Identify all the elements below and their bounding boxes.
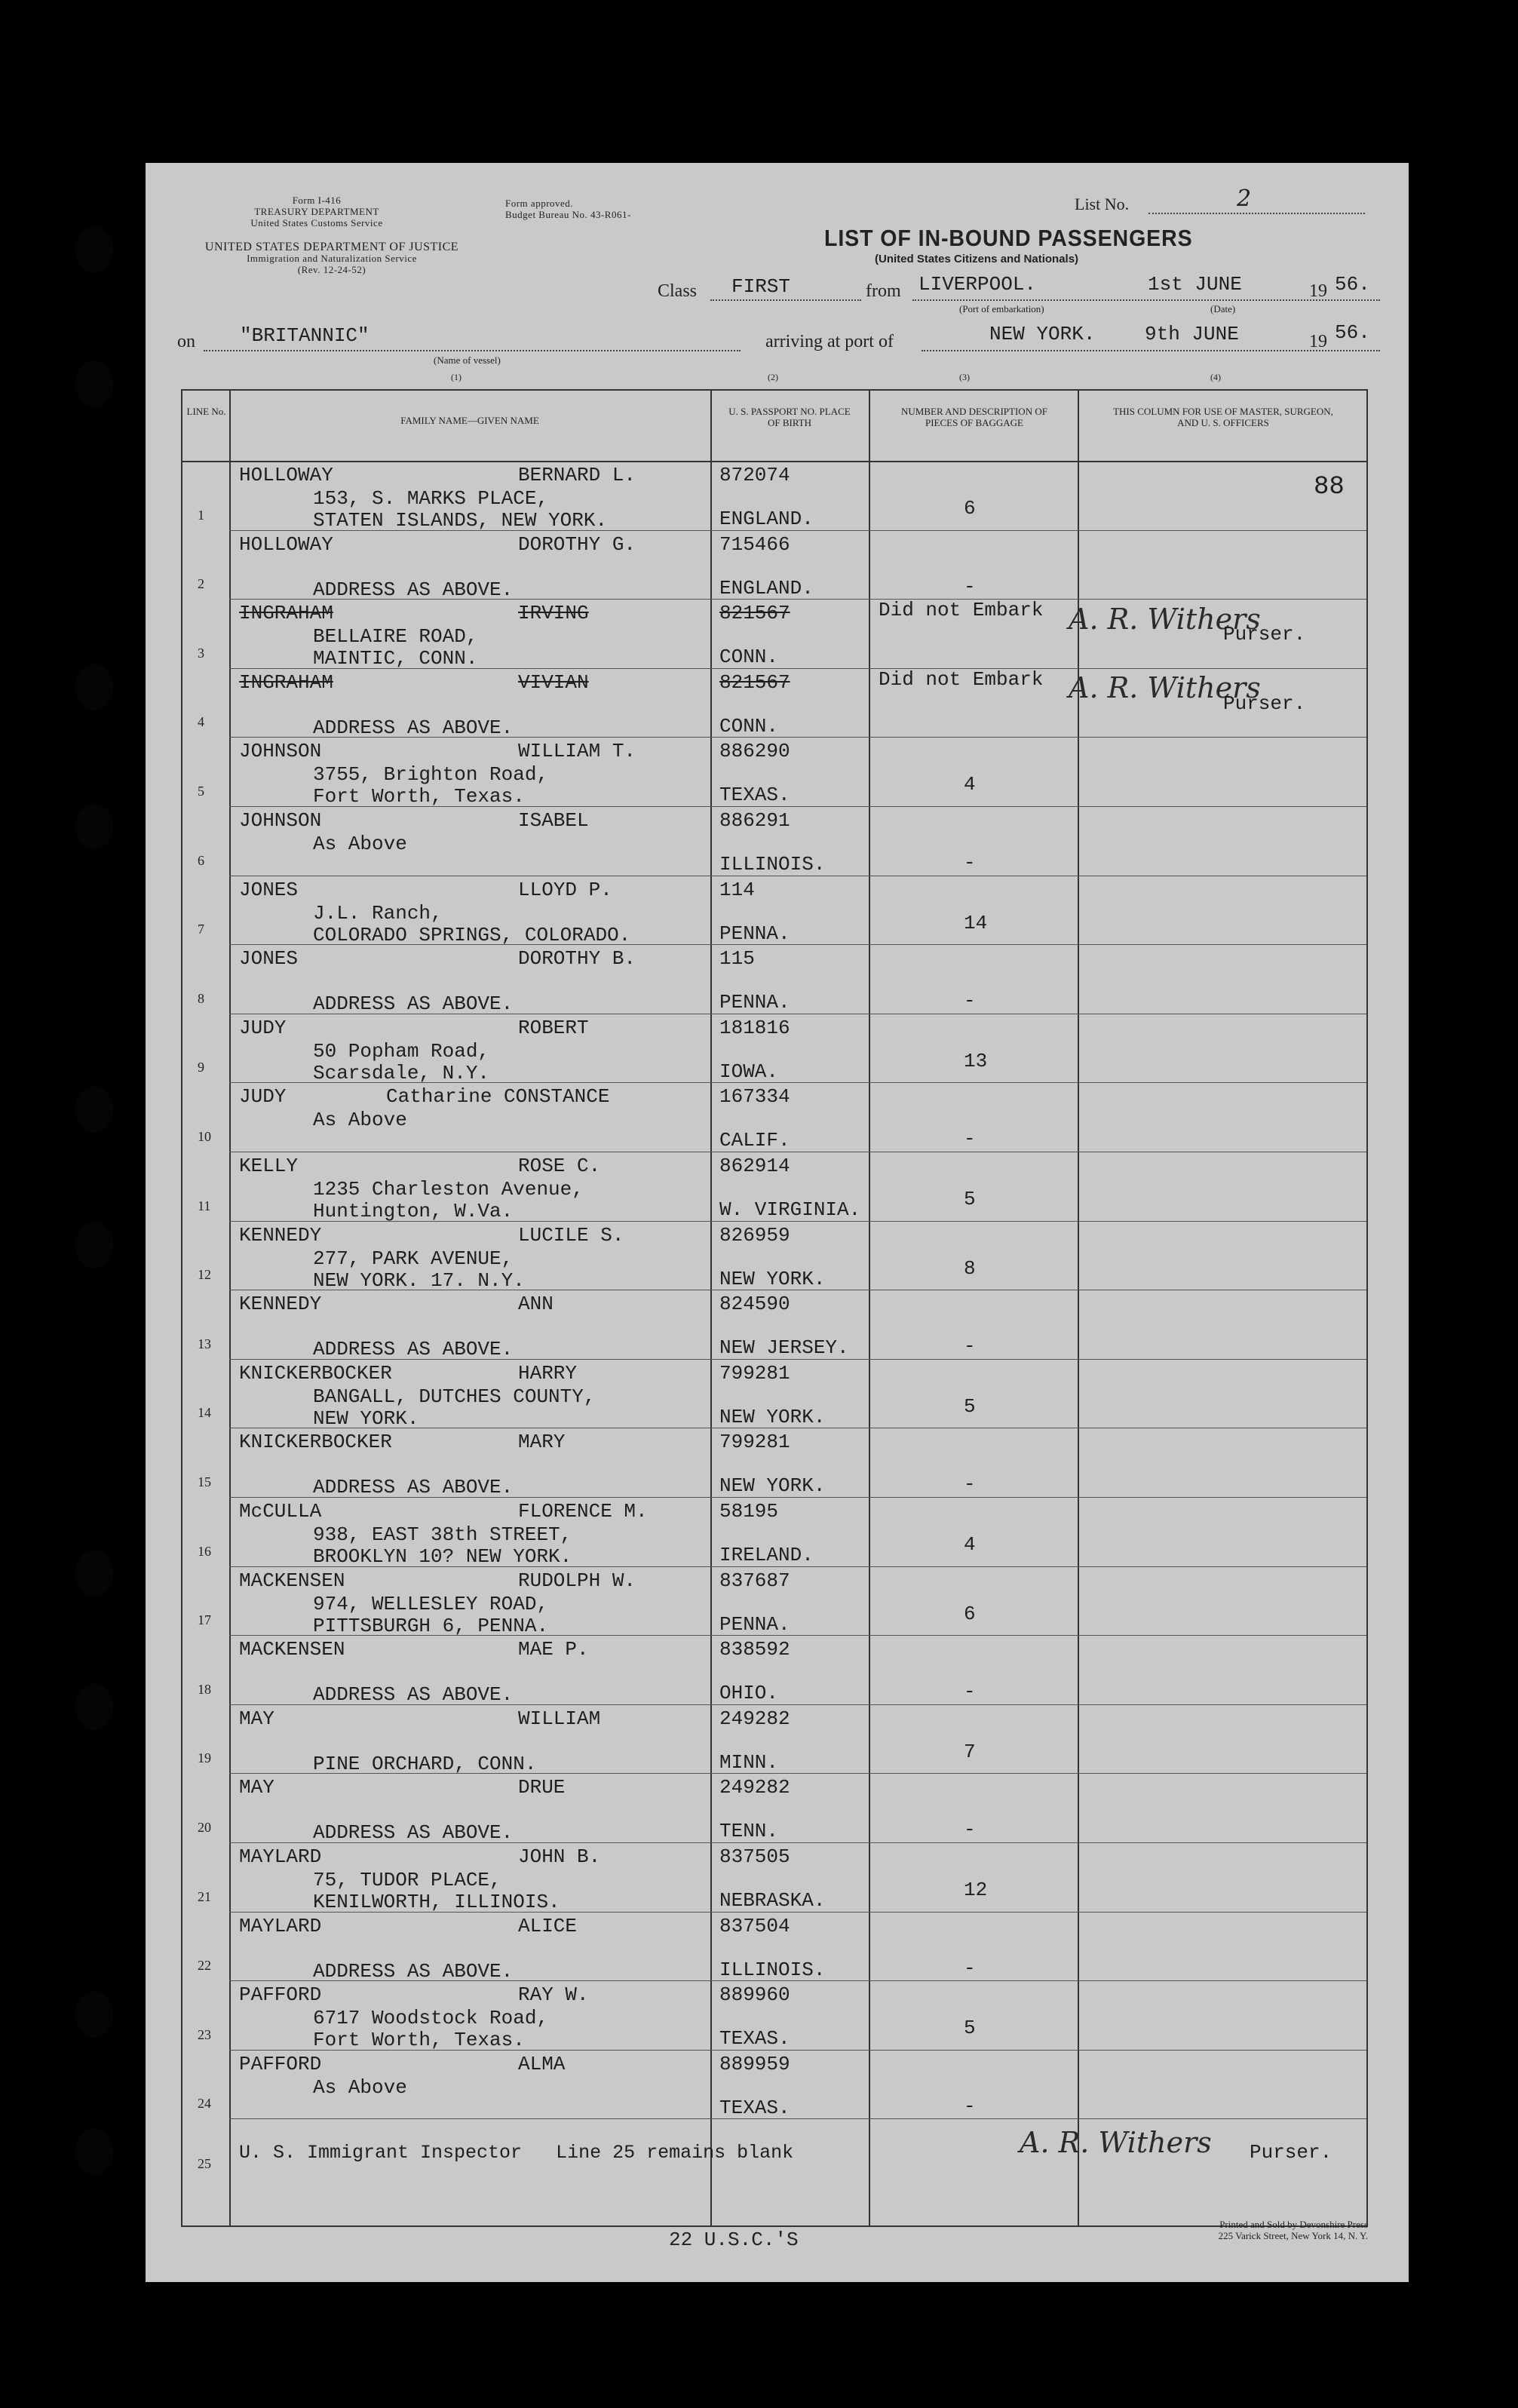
address-line-2: ADDRESS AS ABOVE. bbox=[313, 716, 514, 739]
baggage: 4 bbox=[964, 773, 976, 796]
address-line-2: ADDRESS AS ABOVE. bbox=[313, 992, 514, 1016]
given-name: MARY bbox=[518, 1431, 566, 1454]
arrival-date: 9th JUNE bbox=[1145, 323, 1239, 345]
form-agency-block bbox=[219, 195, 415, 229]
line-number: 18 bbox=[198, 1681, 211, 1697]
line-number: 6 bbox=[198, 852, 204, 868]
passport-number: 821567 bbox=[719, 602, 790, 625]
line-number: 24 bbox=[198, 2096, 211, 2112]
family-name: PAFFORD bbox=[239, 1983, 322, 2007]
family-name: INGRAHAM bbox=[239, 670, 333, 694]
given-name: ROBERT bbox=[518, 1016, 589, 1039]
treasury-label: TREASURY DEPARTMENT bbox=[254, 206, 379, 217]
passport-number: 799281 bbox=[719, 1431, 790, 1454]
place-of-birth: CONN. bbox=[719, 646, 779, 669]
given-name: ROSE C. bbox=[518, 1155, 601, 1177]
address-line-2: BROOKLYN 10? NEW YORK. bbox=[313, 1545, 572, 1568]
family-name: JONES bbox=[239, 878, 299, 901]
page-title: LIST OF IN-BOUND PASSENGERS bbox=[824, 225, 1193, 251]
purser-label: Purser. bbox=[1223, 692, 1306, 715]
passport-number: 799281 bbox=[719, 1361, 790, 1385]
baggage: - bbox=[964, 1335, 976, 1358]
passport-number: 862914 bbox=[719, 1155, 790, 1177]
address-line-2: ADDRESS AS ABOVE. bbox=[313, 1683, 514, 1707]
place-of-birth: TEXAS. bbox=[719, 2096, 790, 2119]
date-caption: (Date) bbox=[1210, 303, 1236, 314]
baggage: 14 bbox=[964, 911, 988, 934]
baggage: - bbox=[964, 1956, 976, 1980]
place-of-birth: ILLINOIS. bbox=[719, 1958, 826, 1981]
printer-line-1: Printed and Sold by Devonshire Press bbox=[1219, 2219, 1368, 2230]
place-of-birth: NEW YORK. bbox=[719, 1267, 826, 1290]
baggage: 12 bbox=[964, 1879, 988, 1901]
line-number: 20 bbox=[198, 1820, 211, 1835]
baggage: 8 bbox=[964, 1256, 976, 1280]
address-line-2: Huntington, W.Va. bbox=[313, 1200, 514, 1222]
address-line-1: J.L. Ranch, bbox=[313, 901, 443, 925]
baggage: 5 bbox=[964, 1188, 976, 1210]
baggage: - bbox=[964, 1127, 976, 1151]
baggage: 5 bbox=[964, 1394, 976, 1418]
address-line-2: MAINTIC, CONN. bbox=[313, 647, 478, 670]
punch-hole bbox=[75, 664, 113, 710]
baggage: 7 bbox=[964, 1740, 976, 1763]
address-line-1: 277, PARK AVENUE, bbox=[313, 1247, 514, 1270]
given-name: BERNARD L. bbox=[518, 464, 636, 486]
address-line-2: COLORADO SPRINGS, COLORADO. bbox=[313, 923, 631, 946]
passport-number: 837687 bbox=[719, 1569, 790, 1592]
line-number: 1 bbox=[198, 507, 204, 523]
purser-signature: A. R. Withers bbox=[1069, 602, 1261, 636]
place-of-birth: PENNA. bbox=[719, 991, 790, 1014]
line-number: 22 bbox=[198, 1958, 211, 1974]
passport-number: 889960 bbox=[719, 1983, 790, 2007]
given-name: HARRY bbox=[518, 1361, 578, 1385]
line-number: 21 bbox=[198, 1888, 211, 1904]
line-number: 16 bbox=[198, 1543, 211, 1559]
printer-imprint bbox=[1102, 2219, 1368, 2241]
page-subtitle: (United States Citizens and Nationals) bbox=[875, 253, 1079, 265]
place-of-birth: OHIO. bbox=[719, 1682, 779, 1705]
address-line-1: 153, S. MARKS PLACE, bbox=[313, 487, 549, 510]
col-divider bbox=[869, 391, 870, 2225]
on-label: on bbox=[177, 332, 195, 351]
address-line-2: PITTSBURGH 6, PENNA. bbox=[313, 1614, 549, 1637]
family-name: MAYLARD bbox=[239, 1914, 322, 1937]
address-line-1: 50 Popham Road, bbox=[313, 1039, 490, 1063]
line-number: 8 bbox=[198, 990, 204, 1006]
col-num-4: (4) bbox=[1210, 372, 1221, 382]
address-line-1: 938, EAST 38th STREET, bbox=[313, 1523, 572, 1546]
family-name: JUDY bbox=[239, 1085, 287, 1109]
col-divider bbox=[229, 391, 231, 2225]
vessel-line bbox=[204, 350, 741, 351]
family-name: JOHNSON bbox=[239, 740, 322, 763]
approval-line: Form approved. bbox=[505, 198, 574, 209]
embarkation-year: 56. bbox=[1335, 273, 1370, 296]
family-name: KELLY bbox=[239, 1155, 299, 1177]
from-label: from bbox=[866, 281, 901, 301]
address-line-1: BELLAIRE ROAD, bbox=[313, 625, 478, 649]
place-of-birth: NEW YORK. bbox=[719, 1474, 826, 1498]
ins-label: Immigration and Naturalization Service bbox=[247, 253, 417, 264]
family-name: HOLLOWAY bbox=[239, 464, 333, 486]
baggage: 6 bbox=[964, 497, 976, 520]
passport-number: 826959 bbox=[719, 1223, 790, 1247]
family-name: KNICKERBOCKER bbox=[239, 1431, 392, 1454]
punch-hole bbox=[75, 360, 113, 407]
year-prefix-2: 19 bbox=[1309, 332, 1327, 351]
passport-number: 181816 bbox=[719, 1016, 790, 1039]
purser-label: Purser. bbox=[1223, 623, 1306, 646]
given-name: ALMA bbox=[518, 2052, 566, 2075]
place-of-birth: ENGLAND. bbox=[719, 508, 814, 530]
baggage: - bbox=[964, 851, 976, 874]
line-number: 9 bbox=[198, 1060, 204, 1075]
doj-block bbox=[173, 241, 490, 275]
address-line-1: 75, TUDOR PLACE, bbox=[313, 1869, 501, 1891]
place-of-birth: CONN. bbox=[719, 714, 779, 738]
family-name: MACKENSEN bbox=[239, 1638, 345, 1661]
line-number: 15 bbox=[198, 1474, 211, 1489]
baggage: 6 bbox=[964, 1602, 976, 1625]
purser-label: Purser. bbox=[1250, 2141, 1332, 2164]
address-line-1: As Above bbox=[313, 1109, 407, 1132]
passport-number: 715466 bbox=[719, 532, 790, 556]
address-line-2: Scarsdale, N.Y. bbox=[313, 1061, 490, 1084]
header-line-no: LINE No. bbox=[186, 406, 226, 417]
baggage: - bbox=[964, 1680, 976, 1704]
passport-number: 889959 bbox=[719, 2052, 790, 2075]
address-line-2: ADDRESS AS ABOVE. bbox=[313, 1821, 514, 1845]
port-of-embarkation: LIVERPOOL. bbox=[918, 273, 1037, 296]
punch-hole bbox=[75, 1086, 113, 1133]
class-line bbox=[710, 299, 861, 301]
address-line-2: ADDRESS AS ABOVE. bbox=[313, 1338, 514, 1361]
col-divider bbox=[710, 391, 712, 2225]
family-name: JUDY bbox=[239, 1016, 287, 1039]
address-line-1: As Above bbox=[313, 833, 407, 855]
line-number: 10 bbox=[198, 1129, 211, 1144]
punch-hole bbox=[75, 1222, 113, 1268]
baggage: - bbox=[964, 575, 976, 598]
punch-hole bbox=[75, 2128, 113, 2175]
col-num-3: (3) bbox=[959, 372, 970, 382]
passport-number: 838592 bbox=[719, 1638, 790, 1661]
line-number: 25 bbox=[198, 2156, 211, 2172]
punch-hole bbox=[75, 803, 113, 850]
header-baggage: NUMBER AND DESCRIPTION OF PIECES OF BAGGAGE bbox=[901, 406, 1047, 428]
baggage: 5 bbox=[964, 2017, 976, 2040]
given-name: ISABEL bbox=[518, 809, 589, 832]
line-number: 12 bbox=[198, 1267, 211, 1283]
purser-signature: A. R. Withers bbox=[1020, 2126, 1212, 2160]
address-line-2: NEW YORK. 17. N.Y. bbox=[313, 1268, 525, 1292]
given-name: JOHN B. bbox=[518, 1845, 601, 1868]
given-name: RAY W. bbox=[518, 1983, 589, 2007]
family-name: JONES bbox=[239, 947, 299, 971]
given-name: WILLIAM T. bbox=[518, 740, 636, 763]
family-name: KENNEDY bbox=[239, 1293, 322, 1316]
header-officers: THIS COLUMN FOR USE OF MASTER, SURGEON, AND U. S. OFFICERS bbox=[1113, 406, 1333, 428]
place-of-birth: ENGLAND. bbox=[719, 576, 814, 600]
passport-number: 114 bbox=[719, 878, 755, 901]
address-line-2: STATEN ISLANDS, NEW YORK. bbox=[313, 509, 608, 532]
line-number: 17 bbox=[198, 1612, 211, 1628]
address-line-1: 1235 Charleston Avenue, bbox=[313, 1178, 584, 1201]
baggage: - bbox=[964, 989, 976, 1013]
given-name: Catharine CONSTANCE bbox=[386, 1085, 610, 1109]
passport-number: 872074 bbox=[719, 464, 790, 486]
punch-hole bbox=[75, 226, 113, 273]
given-name: MAE P. bbox=[518, 1638, 589, 1661]
printer-line-2: 225 Varick Street, New York 14, N. Y. bbox=[1218, 2230, 1368, 2241]
vessel-caption: (Name of vessel) bbox=[434, 354, 501, 366]
passport-number: 249282 bbox=[719, 1707, 790, 1730]
passport-number: 886290 bbox=[719, 740, 790, 763]
place-of-birth: NEW YORK. bbox=[719, 1405, 826, 1428]
port-of-arrival: NEW YORK. bbox=[989, 323, 1096, 345]
address-line-1: BANGALL, DUTCHES COUNTY, bbox=[313, 1385, 596, 1408]
passport-number: 886291 bbox=[719, 809, 790, 832]
header-passport: U. S. PASSPORT NO. PLACE OF BIRTH bbox=[728, 406, 851, 428]
place-of-birth: TEXAS. bbox=[719, 2027, 790, 2051]
line-number: 4 bbox=[198, 714, 204, 730]
place-of-birth: MINN. bbox=[719, 1750, 779, 1774]
address-line-1: 6717 Woodstock Road, bbox=[313, 2007, 549, 2030]
arrival-year: 56. bbox=[1335, 321, 1370, 344]
place-of-birth: NEBRASKA. bbox=[719, 1889, 826, 1912]
address-line-2: NEW YORK. bbox=[313, 1406, 419, 1430]
address-line-1: 3755, Brighton Road, bbox=[313, 763, 549, 787]
col-num-1: (1) bbox=[451, 372, 462, 382]
passport-number: 824590 bbox=[719, 1293, 790, 1316]
given-name: VIVIAN bbox=[518, 670, 589, 694]
officer-note: 88 bbox=[1314, 473, 1345, 502]
baggage: - bbox=[964, 2094, 976, 2118]
given-name: DRUE bbox=[518, 1776, 566, 1799]
family-name: HOLLOWAY bbox=[239, 532, 333, 556]
address-line-2: KENILWORTH, ILLINOIS. bbox=[313, 1891, 560, 1913]
class-value: FIRST bbox=[731, 275, 791, 298]
place-of-birth: PENNA. bbox=[719, 1612, 790, 1636]
form-number: Form I-416 bbox=[292, 195, 342, 206]
family-name: MAY bbox=[239, 1707, 274, 1730]
given-name: FLORENCE M. bbox=[518, 1500, 648, 1523]
line-number: 7 bbox=[198, 922, 204, 937]
line-25-text: U. S. Immigrant Inspector Line 25 remains blank bbox=[239, 2142, 794, 2164]
baggage: 4 bbox=[964, 1533, 976, 1556]
baggage: Did not Embark bbox=[879, 667, 1044, 691]
given-name: ANN bbox=[518, 1293, 554, 1316]
class-label: Class bbox=[658, 281, 698, 301]
passport-number: 837505 bbox=[719, 1845, 790, 1868]
given-name: DOROTHY B. bbox=[518, 947, 636, 971]
line-number: 13 bbox=[198, 1336, 211, 1351]
col-num-2: (2) bbox=[768, 372, 778, 382]
baggage: - bbox=[964, 1473, 976, 1496]
header-divider bbox=[182, 461, 1366, 462]
list-no-value: 2 bbox=[1237, 186, 1252, 212]
place-of-birth: W. VIRGINIA. bbox=[719, 1198, 861, 1221]
family-name: INGRAHAM bbox=[239, 602, 333, 625]
year-prefix: 19 bbox=[1309, 281, 1327, 301]
place-of-birth: TENN. bbox=[719, 1820, 779, 1843]
passport-number: 837504 bbox=[719, 1914, 790, 1937]
family-name: MAY bbox=[239, 1776, 274, 1799]
given-name: WILLIAM bbox=[518, 1707, 601, 1730]
line-number: 23 bbox=[198, 2026, 211, 2042]
budget-bureau-line: Budget Bureau No. 43-R061- bbox=[505, 209, 631, 220]
list-no-label: List No. bbox=[1075, 195, 1130, 213]
line-number: 5 bbox=[198, 784, 204, 799]
passport-number: 249282 bbox=[719, 1776, 790, 1799]
header-name: FAMILY NAME—GIVEN NAME bbox=[400, 415, 539, 426]
line-number: 3 bbox=[198, 645, 204, 661]
given-name: ALICE bbox=[518, 1914, 578, 1937]
baggage: Did not Embark bbox=[879, 599, 1044, 622]
family-name: MACKENSEN bbox=[239, 1569, 345, 1592]
address-line-2: Fort Worth, Texas. bbox=[313, 2029, 525, 2052]
given-name: RUDOLPH W. bbox=[518, 1569, 636, 1592]
family-name: McCULLA bbox=[239, 1500, 322, 1523]
address-line-2: ADDRESS AS ABOVE. bbox=[313, 1476, 514, 1499]
doj-label: UNITED STATES DEPARTMENT OF JUSTICE bbox=[204, 241, 459, 253]
family-name: PAFFORD bbox=[239, 2052, 322, 2075]
baggage: 13 bbox=[964, 1049, 988, 1072]
punch-hole bbox=[75, 1550, 113, 1597]
arriving-label: arriving at port of bbox=[765, 332, 894, 351]
col-divider bbox=[1078, 391, 1079, 2225]
passenger-table bbox=[181, 389, 1368, 2227]
passport-number: 167334 bbox=[719, 1085, 790, 1109]
passport-number: 821567 bbox=[719, 670, 790, 694]
address-line-1: As Above bbox=[313, 2075, 407, 2099]
line-number: 11 bbox=[198, 1198, 211, 1213]
list-no-line bbox=[1148, 213, 1365, 214]
place-of-birth: IOWA. bbox=[719, 1060, 779, 1083]
given-name: LUCILE S. bbox=[518, 1223, 624, 1247]
embarkation-date: 1st JUNE bbox=[1148, 273, 1242, 296]
place-of-birth: ILLINOIS. bbox=[719, 853, 826, 876]
address-line-2: ADDRESS AS ABOVE. bbox=[313, 1959, 514, 1983]
place-of-birth: NEW JERSEY. bbox=[719, 1336, 849, 1360]
usc-code: 22 U.S.C.'S bbox=[669, 2229, 799, 2251]
given-name: DOROTHY G. bbox=[518, 532, 636, 556]
punch-hole bbox=[75, 1991, 113, 2038]
place-of-birth: CALIF. bbox=[719, 1129, 790, 1152]
port-embark-caption: (Port of embarkation) bbox=[959, 303, 1044, 314]
line-number: 2 bbox=[198, 576, 204, 592]
address-line-2: ADDRESS AS ABOVE. bbox=[313, 578, 514, 601]
address-line-2: Fort Worth, Texas. bbox=[313, 785, 525, 808]
revision-label: (Rev. 12-24-52) bbox=[297, 264, 366, 275]
budget-approval bbox=[505, 198, 631, 220]
place-of-birth: TEXAS. bbox=[719, 784, 790, 807]
family-name: JOHNSON bbox=[239, 809, 322, 832]
family-name: MAYLARD bbox=[239, 1845, 322, 1868]
passport-number: 58195 bbox=[719, 1500, 779, 1523]
family-name: KNICKERBOCKER bbox=[239, 1361, 392, 1385]
given-name: IRVING bbox=[518, 602, 589, 625]
row-divider bbox=[229, 2118, 1366, 2119]
address-line-1: 974, WELLESLEY ROAD, bbox=[313, 1592, 549, 1615]
place-of-birth: PENNA. bbox=[719, 922, 790, 945]
address-line-2: PINE ORCHARD, CONN. bbox=[313, 1752, 537, 1775]
purser-signature: A. R. Withers bbox=[1069, 671, 1261, 705]
punch-hole bbox=[75, 1683, 113, 1730]
place-of-birth: IRELAND. bbox=[719, 1544, 814, 1566]
baggage: - bbox=[964, 1818, 976, 1842]
vessel-name: "BRITANNIC" bbox=[240, 324, 370, 347]
family-name: KENNEDY bbox=[239, 1223, 322, 1247]
passport-number: 115 bbox=[719, 947, 755, 971]
line-number: 19 bbox=[198, 1750, 211, 1766]
given-name: LLOYD P. bbox=[518, 878, 612, 901]
customs-label: United States Customs Service bbox=[250, 217, 383, 229]
line-number: 14 bbox=[198, 1405, 211, 1421]
